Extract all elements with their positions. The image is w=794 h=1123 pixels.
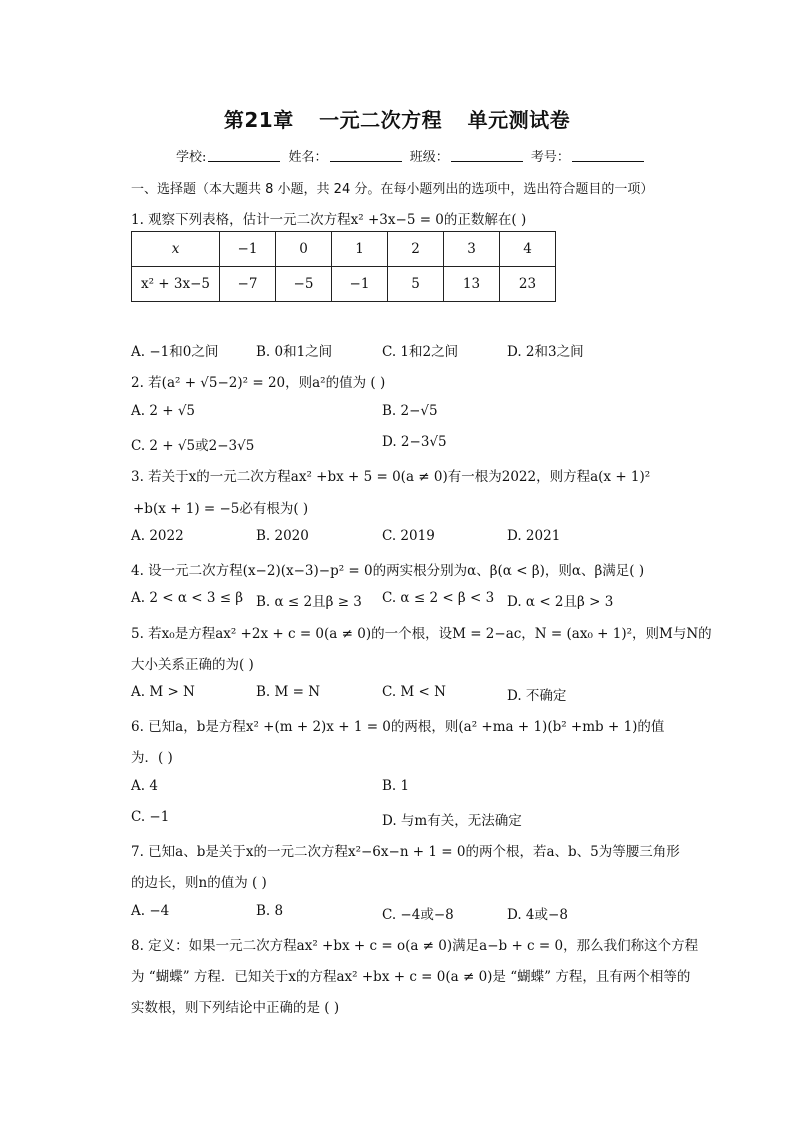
- exam-title: [0, 104, 794, 133]
- q2-option-d[interactable]: D. 2−3√5: [382, 434, 447, 450]
- table-cell: x: [132, 232, 220, 267]
- table-cell: 13: [444, 267, 500, 302]
- q3-option-b[interactable]: B. 2020: [256, 528, 309, 544]
- q6-option-c[interactable]: C. −1: [131, 809, 170, 825]
- question-8-stem-cont2: 实数根，则下列结论中正确的是 ( ): [131, 1000, 340, 1016]
- table-row: [132, 267, 556, 302]
- q6-option-b[interactable]: B. 1: [382, 778, 410, 794]
- table-cell: 1: [332, 232, 388, 267]
- name-label: 姓名：: [288, 150, 328, 165]
- class-blank[interactable]: [451, 149, 523, 162]
- q3-option-a[interactable]: A. 2022: [131, 528, 184, 544]
- school-blank[interactable]: [208, 149, 280, 162]
- q7-option-a[interactable]: A. −4: [131, 903, 170, 919]
- q1-option-c[interactable]: C. 1和2之间: [382, 344, 459, 360]
- topic-label: 一元二次方程: [319, 108, 443, 132]
- values-table: [131, 231, 556, 302]
- q5-option-a[interactable]: A. M > N: [131, 684, 195, 700]
- q5-option-d[interactable]: D. 不确定: [507, 688, 567, 704]
- q2-option-a[interactable]: A. 2 + √5: [131, 403, 196, 419]
- q4-option-d[interactable]: D. α < 2且β > 3: [507, 594, 614, 610]
- question-3-stem: 3. 若关于x的一元二次方程ax² +bx + 5 = 0(a ≠ 0)有一根为2022，则方程a(x + 1)²: [131, 469, 651, 485]
- q1-option-b[interactable]: B. 0和1之间: [256, 344, 333, 360]
- number-label: 考号：: [530, 150, 570, 165]
- q7-option-b[interactable]: B. 8: [256, 903, 284, 919]
- q7-option-d[interactable]: D. 4或−8: [507, 907, 568, 923]
- kind-label: 单元测试卷: [467, 108, 571, 132]
- question-4-stem: 4. 设一元二次方程(x−2)(x−3)−p² = 0的两实根分别为α、β(α < β)，则α、β满足( ): [131, 563, 645, 579]
- q3-option-d[interactable]: D. 2021: [507, 528, 561, 544]
- question-8-stem: 8. 定义：如果一元二次方程ax² +bx + c = o(a ≠ 0)满足a−b + c = 0，那么我们称这个方程: [131, 938, 699, 954]
- question-5-stem-cont: 大小关系正确的为( ): [131, 657, 254, 673]
- q3-option-c[interactable]: C. 2019: [382, 528, 435, 544]
- q7-option-c[interactable]: C. −4或−8: [382, 907, 454, 923]
- table-cell: 23: [500, 267, 556, 302]
- question-6-stem-cont: 为．( ): [131, 750, 173, 766]
- table-cell: 5: [388, 267, 444, 302]
- table-cell: −1: [220, 232, 276, 267]
- question-8-stem-cont: 为 “蝴蝶” 方程．已知关于x的方程ax² +bx + c = 0(a ≠ 0)是 “蝴蝶” 方程，且有两个相等的: [131, 969, 691, 985]
- question-6-stem: 6. 已知a，b是方程x² +(m + 2)x + 1 = 0的两根，则(a² +ma + 1)(b² +mb + 1)的值: [131, 719, 665, 735]
- section-heading: 一、选择题（本大题共 8 小题，共 24 分。在每小题列出的选项中，选出符合题目的一项）: [131, 182, 654, 197]
- table-cell: −1: [332, 267, 388, 302]
- q1-option-a[interactable]: A. −1和0之间: [131, 344, 219, 360]
- student-info: [176, 146, 648, 165]
- table-row: [132, 232, 556, 267]
- chapter-label: 第21章: [223, 108, 294, 132]
- class-label: 班级：: [409, 150, 449, 165]
- table-cell: −7: [220, 267, 276, 302]
- name-blank[interactable]: [330, 149, 402, 162]
- q5-option-b[interactable]: B. M = N: [256, 684, 321, 700]
- number-blank[interactable]: [572, 149, 644, 162]
- q1-option-d[interactable]: D. 2和3之间: [507, 344, 584, 360]
- table-cell: x² + 3x−5: [132, 267, 220, 302]
- table-cell: 0: [276, 232, 332, 267]
- table-cell: −5: [276, 267, 332, 302]
- q6-option-a[interactable]: A. 4: [131, 778, 158, 794]
- q2-option-c[interactable]: C. 2 + √5或2−3√5: [131, 438, 255, 454]
- table-cell: 4: [500, 232, 556, 267]
- q4-option-a[interactable]: A. 2 < α < 3 ≤ β: [131, 590, 244, 606]
- table-cell: 3: [444, 232, 500, 267]
- question-7-stem-cont: 的边长，则n的值为 ( ): [131, 875, 267, 891]
- q5-option-c[interactable]: C. M < N: [382, 684, 446, 700]
- table-cell: 2: [388, 232, 444, 267]
- question-2-stem: 2. 若(a² + √5−2)² = 20，则a²的值为 ( ): [131, 375, 386, 391]
- question-5-stem: 5. 若x₀是方程ax² +2x + c = 0(a ≠ 0)的一个根，设M = 2−ac，N = (ax₀ + 1)²，则M与N的: [131, 626, 712, 642]
- school-label: 学校:: [176, 150, 207, 165]
- q6-option-d[interactable]: D. 与m有关，无法确定: [382, 813, 522, 829]
- q4-option-b[interactable]: B. α ≤ 2且β ≥ 3: [256, 594, 362, 610]
- question-1-stem: 1. 观察下列表格，估计一元二次方程x² +3x−5 = 0的正数解在( ): [131, 212, 527, 228]
- q4-option-c[interactable]: C. α ≤ 2 < β < 3: [382, 590, 495, 606]
- question-7-stem: 7. 已知a、b是关于x的一元二次方程x²−6x−n + 1 = 0的两个根，若a、b、5为等腰三角形: [131, 844, 680, 860]
- question-3-stem-cont: +b(x + 1) = −5必有根为( ): [133, 501, 309, 517]
- q2-option-b[interactable]: B. 2−√5: [382, 403, 438, 419]
